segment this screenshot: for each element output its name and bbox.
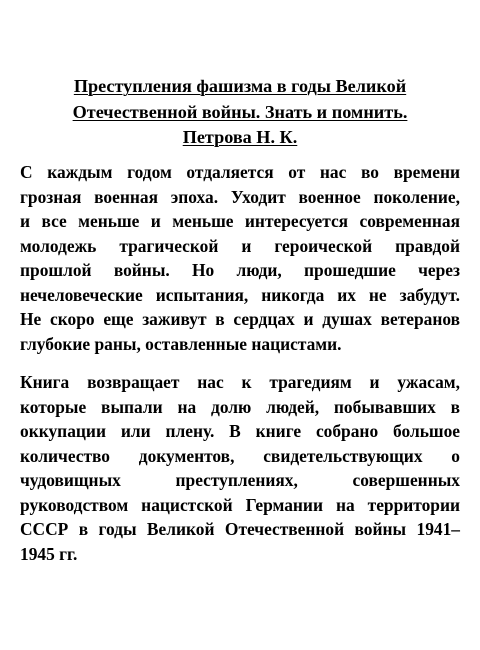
- text-line: нечеловеческие испытания, никогда их не забудут.: [20, 284, 460, 305]
- text-line: количество документов, свидетельствующих о: [20, 445, 460, 466]
- text-line: чудовищных преступлениях, совершенных: [20, 470, 460, 490]
- text-line: прошлой войны. Но люди, прошедшие через: [20, 260, 460, 280]
- title-line: Отечественной войны. Знать и помнить.: [72, 101, 408, 122]
- text-line: руководством нацистской Германии на территории: [20, 494, 460, 515]
- text-line: Книга возвращает нас к трагедиям и ужасам,: [20, 372, 460, 392]
- document-title: [40, 74, 440, 151]
- text-line: которые выпали на долю людей, побывавших в: [20, 396, 460, 417]
- text-line: С каждым годом отдаляется от нас во времени: [20, 162, 460, 182]
- text-line: молодежь трагической и героической правдой: [20, 235, 460, 256]
- title-line: Преступления фашизма в годы Великой: [73, 76, 407, 96]
- text-line: 1945 гг.: [20, 543, 78, 564]
- text-line: Не скоро еще заживут в сердцах и душах ветеранов: [20, 309, 460, 329]
- text-line: глубокие раны, оставленные нацистами.: [20, 333, 342, 354]
- author-line: Петрова Н. К.: [182, 127, 298, 147]
- text-line: грозная военная эпоха. Уходит военное поколение,: [20, 186, 460, 207]
- text-line: СССР в годы Великой Отечественной войны 1941–: [20, 519, 460, 539]
- paragraph-book-description: [20, 370, 460, 566]
- text-line: оккупации или плену. В книге собрано большое: [20, 421, 460, 441]
- text-line: и все меньше и меньше интересуется современная: [20, 211, 460, 231]
- paragraph-intro: [20, 160, 460, 356]
